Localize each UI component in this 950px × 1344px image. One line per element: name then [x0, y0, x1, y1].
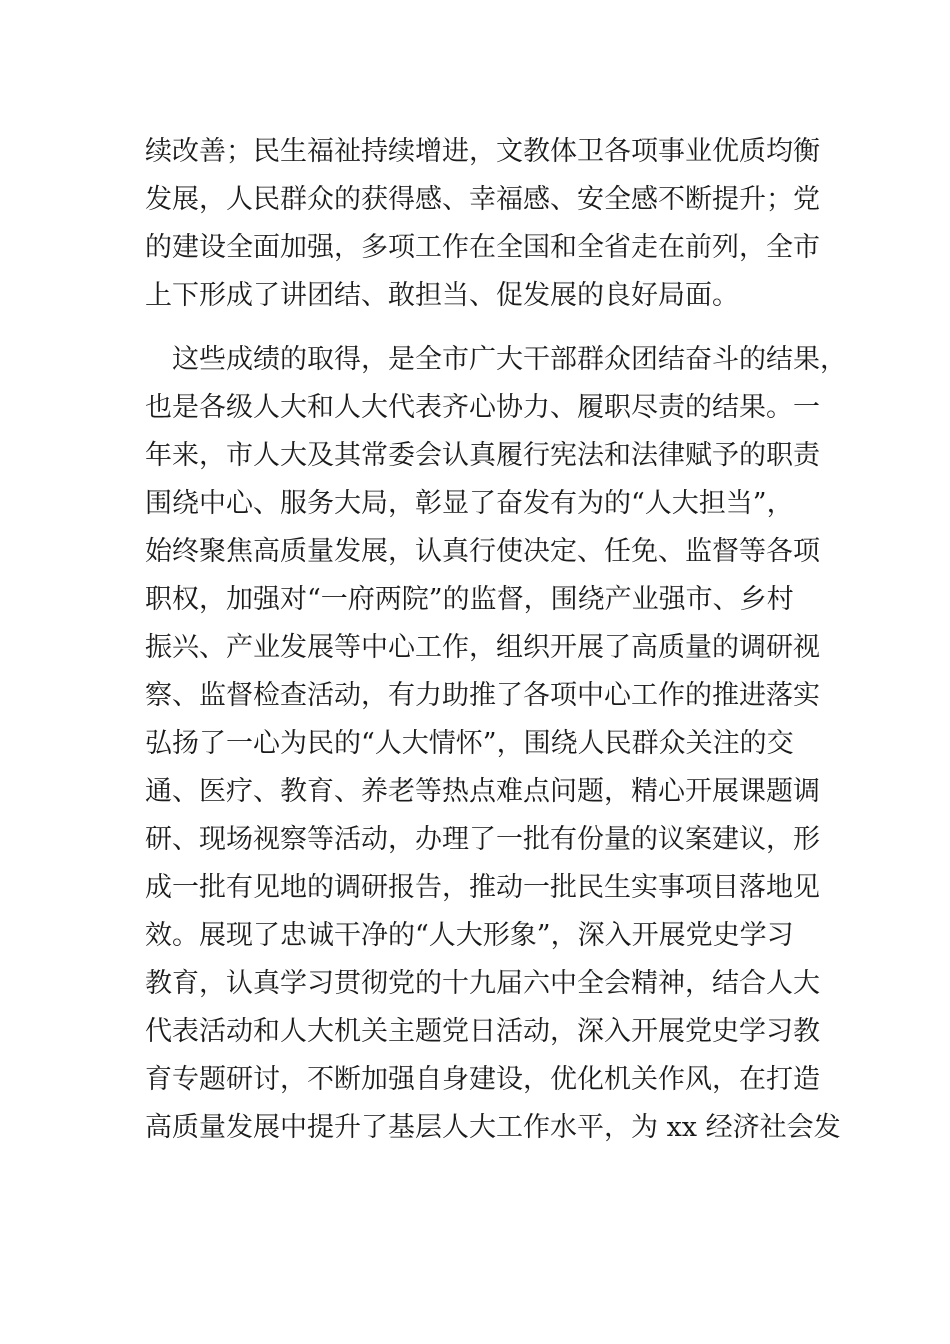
text-line: 的建设全面加强，多项工作在全国和全省走在前列，全市 [145, 232, 820, 263]
text-line: 始终聚焦高质量发展，认真行使决定、任免、监督等各项 [145, 536, 820, 567]
text-line: 育专题研讨，不断加强自身建设，优化机关作风，在打造 [145, 1064, 820, 1095]
text-line: 代表活动和人大机关主题党日活动，深入开展党史学习教 [145, 1016, 820, 1047]
paragraph-gap [145, 320, 845, 336]
text-line: 职权，加强对“一府两院”的监督，围绕产业强市、乡村 [145, 584, 794, 615]
text-line: 高质量发展中提升了基层人大工作水平，为 xx 经济社会发 [145, 1112, 841, 1143]
text-line: 围绕中心、服务大局，彰显了奋发有为的“人大担当”， [145, 488, 794, 519]
text-line: 教育，认真学习贯彻党的十九届六中全会精神，结合人大 [145, 968, 820, 999]
paragraph-1 [145, 128, 845, 320]
text-line: 通、医疗、教育、养老等热点难点问题，精心开展课题调 [145, 776, 820, 807]
text-line: 也是各级人大和人大代表齐心协力、履职尽责的结果。一 [145, 392, 820, 423]
text-line: 察、监督检查活动，有力助推了各项中心工作的推进落实 [145, 680, 820, 711]
document-body [145, 128, 845, 1152]
text-line: 弘扬了一心为民的“人大情怀”，围绕人民群众关注的交 [145, 728, 794, 759]
paragraph-2 [145, 336, 845, 1152]
text-line: 续改善；民生福祉持续增进，文教体卫各项事业优质均衡 [145, 136, 820, 167]
text-line: 研、现场视察等活动，办理了一批有份量的议案建议，形 [145, 824, 820, 855]
text-line: 振兴、产业发展等中心工作，组织开展了高质量的调研视 [145, 632, 820, 663]
text-line: 效。展现了忠诚干净的“人大形象”，深入开展党史学习 [145, 920, 794, 951]
text-line: 上下形成了讲团结、敢担当、促发展的良好局面。 [145, 280, 739, 311]
text-line: 发展，人民群众的获得感、幸福感、安全感不断提升；党 [145, 184, 820, 215]
text-line: 这些成绩的取得，是全市广大干部群众团结奋斗的结果， [145, 344, 847, 375]
text-line: 成一批有见地的调研报告，推动一批民生实事项目落地见 [145, 872, 820, 903]
text-line: 年来，市人大及其常委会认真履行宪法和法律赋予的职责 [145, 440, 820, 471]
